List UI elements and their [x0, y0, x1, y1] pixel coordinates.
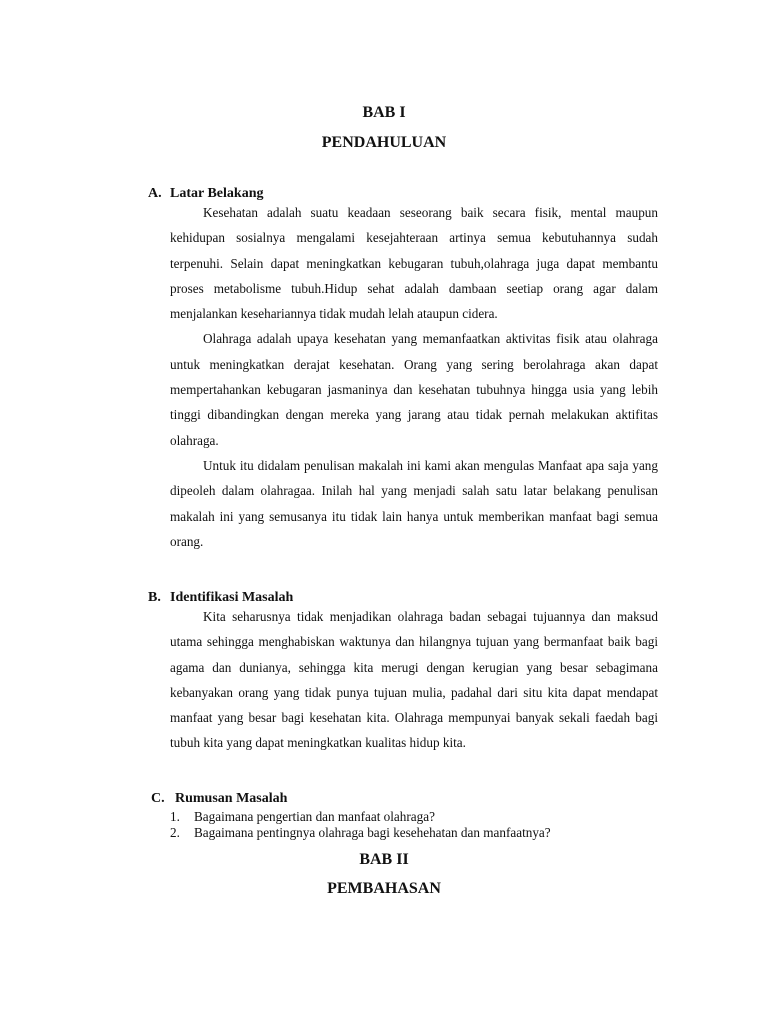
section-b-body	[170, 604, 658, 756]
chapter-1-title: PENDAHULUAN	[321, 134, 447, 151]
section-c-heading	[151, 791, 287, 807]
section-c-marker: C.	[151, 791, 165, 806]
section-a-title: Latar Belakang	[170, 186, 264, 201]
list-item-number: 1.	[170, 809, 180, 824]
paragraph: Untuk itu didalam penulisan makalah ini kami akan mengulas Manfaat apa saja yang dipeoleh dalam olahragaa. Inilah hal yang menjadi salah satu latar belakang penulisan makalah ini yang semusanya itu tidak lain hanya untuk memberikan manfaat bagi semua orang.	[170, 457, 658, 549]
section-a-marker: A.	[148, 186, 162, 201]
paragraph: Kita seharusnya tidak menjadikan olahraga badan sebagai tujuannya dan maksud utama sehingga menghabiskan waktunya dan hilangnya tujuan yang bermanfaat baik bagi agama dan dunianya, sehingga kita merugi dengan kerugian yang besar sebagimana kebanyakan orang yang tidak punya tujuan mulia, padahal dari situ kita dapat mendapat manfaat yang besar bagi kesehatan kita. Olahraga mempunyai banyak sekali faedah bagi tubuh kita yang dapat meningkatkan kualitas hidup kita.	[170, 609, 658, 751]
chapter-2-title: PEMBAHASAN	[327, 880, 441, 897]
chapter-2-number: BAB II	[359, 851, 409, 868]
list-item	[170, 825, 670, 841]
list-item-text: Bagaimana pengertian dan manfaat olahraga?	[194, 809, 435, 824]
problem-list	[170, 809, 670, 841]
section-a-body	[170, 200, 658, 554]
chapter-1-number: BAB I	[362, 104, 406, 121]
section-c-title: Rumusan Masalah	[175, 791, 288, 806]
list-item-text: Bagaimana pentingnya olahraga bagi kesehehatan dan manfaatnya?	[194, 825, 551, 840]
section-b-title: Identifikasi Masalah	[170, 590, 294, 605]
list-item-number: 2.	[170, 825, 180, 840]
section-b-marker: B.	[148, 590, 161, 605]
list-item	[170, 809, 670, 825]
paragraph: Kesehatan adalah suatu keadaan seseorang baik secara fisik, mental maupun kehidupan sosialnya mengalami kesejahteraan artinya semua kebutuhannya sudah terpenuhi. Selain dapat meningkatkan kebugaran tubuh,olahraga juga dapat membantu proses metabolisme tubuh.Hidup sehat adalah dambaan seetiap orang agar dalam menjalankan kesehariannya tidak mudah lelah ataupun cidera.	[170, 205, 658, 322]
paragraph: Olahraga adalah upaya kesehatan yang memanfaatkan aktivitas fisik atau olahraga untuk meningkatkan derajat kesehatan. Orang yang sering berolahraga akan dapat mempertahankan kebugaran jasmaninya dan kesehatan tubuhnya hingga usia yang lebih tinggi dibandingkan dengan mereka yang jarang atau tidak pernah melakukan aktifitas olahraga.	[170, 331, 658, 448]
